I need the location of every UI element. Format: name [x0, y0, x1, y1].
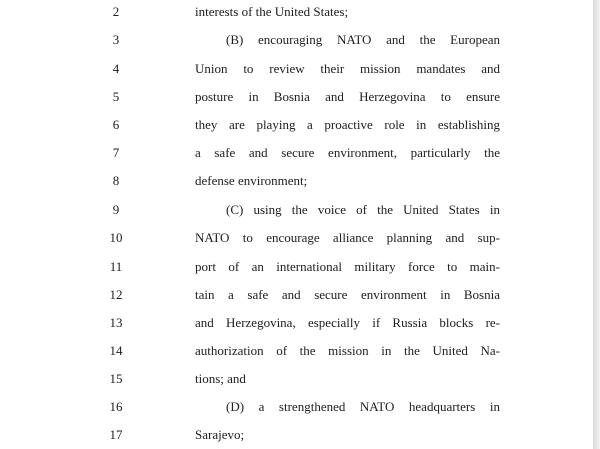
line-text: a safe and secure environment, particularly the: [195, 145, 500, 160]
line-number: 4: [112, 61, 120, 76]
line-number: 17: [109, 427, 123, 442]
line-number: 12: [109, 287, 123, 302]
line-number: 15: [109, 371, 123, 386]
line-number: 5: [112, 89, 120, 104]
line-text: tions; and: [195, 371, 246, 386]
document-line: [0, 393, 593, 421]
document-line: [0, 281, 593, 309]
document-line: [0, 83, 593, 111]
document-line: [0, 0, 593, 26]
line-number: 9: [112, 202, 120, 217]
document-line: [0, 111, 593, 139]
line-number: 16: [109, 399, 123, 414]
line-text: NATO to encourage alliance planning and sup-: [195, 230, 500, 245]
line-text: (C) using the voice of the United States in: [226, 202, 500, 217]
line-text: tain a safe and secure environment in Bosnia: [195, 287, 500, 302]
line-number: 7: [112, 145, 120, 160]
document-line: [0, 167, 593, 195]
line-text: port of an international military force to main-: [195, 259, 500, 274]
line-number: 10: [109, 230, 123, 245]
line-number: 3: [112, 32, 120, 47]
line-number: 11: [109, 259, 123, 274]
line-text: authorization of the mission in the United Na-: [195, 343, 500, 358]
document-line: [0, 55, 593, 83]
document-line: [0, 253, 593, 281]
line-text: Union to review their mission mandates and: [195, 61, 500, 76]
line-number: 2: [112, 4, 120, 19]
line-text: posture in Bosnia and Herzegovina to ensure: [195, 89, 500, 104]
line-text: defense environment;: [195, 173, 308, 188]
line-text: and Herzegovina, especially if Russia blocks re-: [195, 315, 500, 330]
document-line: [0, 365, 593, 393]
document-line: [0, 196, 593, 224]
line-text: (B) encouraging NATO and the European: [226, 32, 500, 47]
line-text: they are playing a proactive role in establishing: [195, 117, 500, 132]
document-line: [0, 224, 593, 252]
line-text: (D) a strengthened NATO headquarters in: [226, 399, 500, 414]
page-edge-shadow: [593, 0, 600, 449]
line-text: Sarajevo;: [195, 427, 245, 442]
document-line: [0, 337, 593, 365]
line-number: 8: [112, 173, 120, 188]
document-line: [0, 26, 593, 54]
line-text: interests of the United States;: [195, 4, 349, 19]
document-line: [0, 309, 593, 337]
line-number: 14: [109, 343, 123, 358]
document-line: [0, 139, 593, 167]
line-number: 6: [112, 117, 120, 132]
line-number: 13: [109, 315, 123, 330]
document-line: [0, 421, 593, 449]
